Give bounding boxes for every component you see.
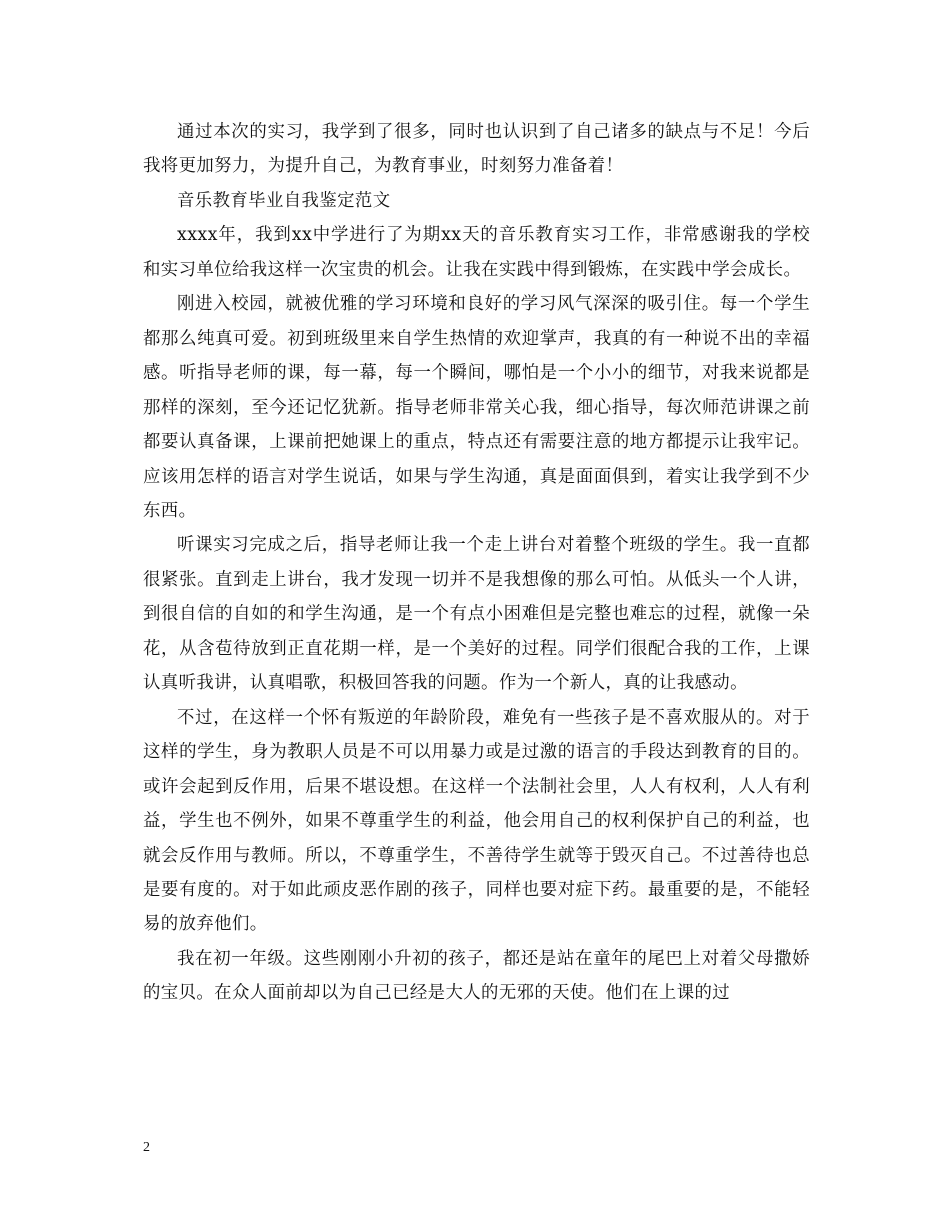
- paragraph-campus-impression: 刚进入校园，就被优雅的学习环境和良好的学习风气深深的吸引住。每一个学生都那么纯真可爱。初到班级里来自学生热情的欢迎掌声，我真的有一种说不出的幸福感。听指导老师的课，每一幕，每一个瞬间，哪怕是一个小小的细节，对我来说都是那样的深刻，至今还记忆犹新。指导老师非常关心我，细心指导，每次师范讲课之前都要认真备课，上课前把她课上的重点，特点还有需要注意的地方都提示让我牢记。应该用怎样的语言对学生说话，如果与学生沟通，真是面面俱到，着实让我学到不少东西。: [143, 294, 810, 521]
- paragraph-student-management: 不过，在这样一个怀有叛逆的年龄阶段，难免有一些孩子是不喜欢服从的。对于这样的学生，身为教职人员是不可以用暴力或是过激的语言的手段达到教育的目的。或许会起到反作用，后果不堪设想。在这样一个法制社会里，人人有权利，人人有利益，学生也不例外，如果不尊重学生的利益，他会用自己的权利保护自己的利益，也就会反作用与教师。所以，不尊重学生，不善待学生就等于毁灭自己。不过善待也总是要有度的。对于如此顽皮恶作剧的孩子，同样也要对症下药。最重要的是，不能轻易的放弃他们。: [143, 707, 810, 935]
- page-number: 2: [143, 1140, 150, 1155]
- paragraph-teaching-practice: 听课实习完成之后，指导老师让我一个走上讲台对着整个班级的学生。我一直都很紧张。直到走上讲台，我才发现一切并不是我想像的那么可怕。从低头一个人讲，到很自信的自如的和学生沟通，是一个有点小困难但是完整也难忘的过程，就像一朵花，从含苞待放到正直花期一样，是一个美好的过程。同学们很配合我的工作，上课认真听我讲，认真唱歌，积极回答我的问题。作为一个新人，真的让我感动。: [143, 535, 810, 694]
- paragraph-grade-one: 我在初一年级。这些刚刚小升初的孩子，都还是站在童年的尾巴上对着父母撒娇的宝贝。在众人面前却以为自己已经是大人的无邪的天使。他们在上课的过: [143, 948, 810, 1004]
- document-body: [143, 115, 810, 1011]
- paragraph-internship-summary: 通过本次的实习，我学到了很多，同时也认识到了自己诸多的缺点与不足！今后我将更加努力，为提升自己，为教育事业，时刻努力准备着！: [143, 122, 810, 177]
- paragraph-introduction: xxxx年，我到xx中学进行了为期xx天的音乐教育实习工作，非常感谢我的学校和实习单位给我这样一次宝贵的机会。让我在实践中得到锻炼，在实践中学会成长。: [143, 225, 810, 280]
- section-heading: 音乐教育毕业自我鉴定范文: [177, 190, 391, 211]
